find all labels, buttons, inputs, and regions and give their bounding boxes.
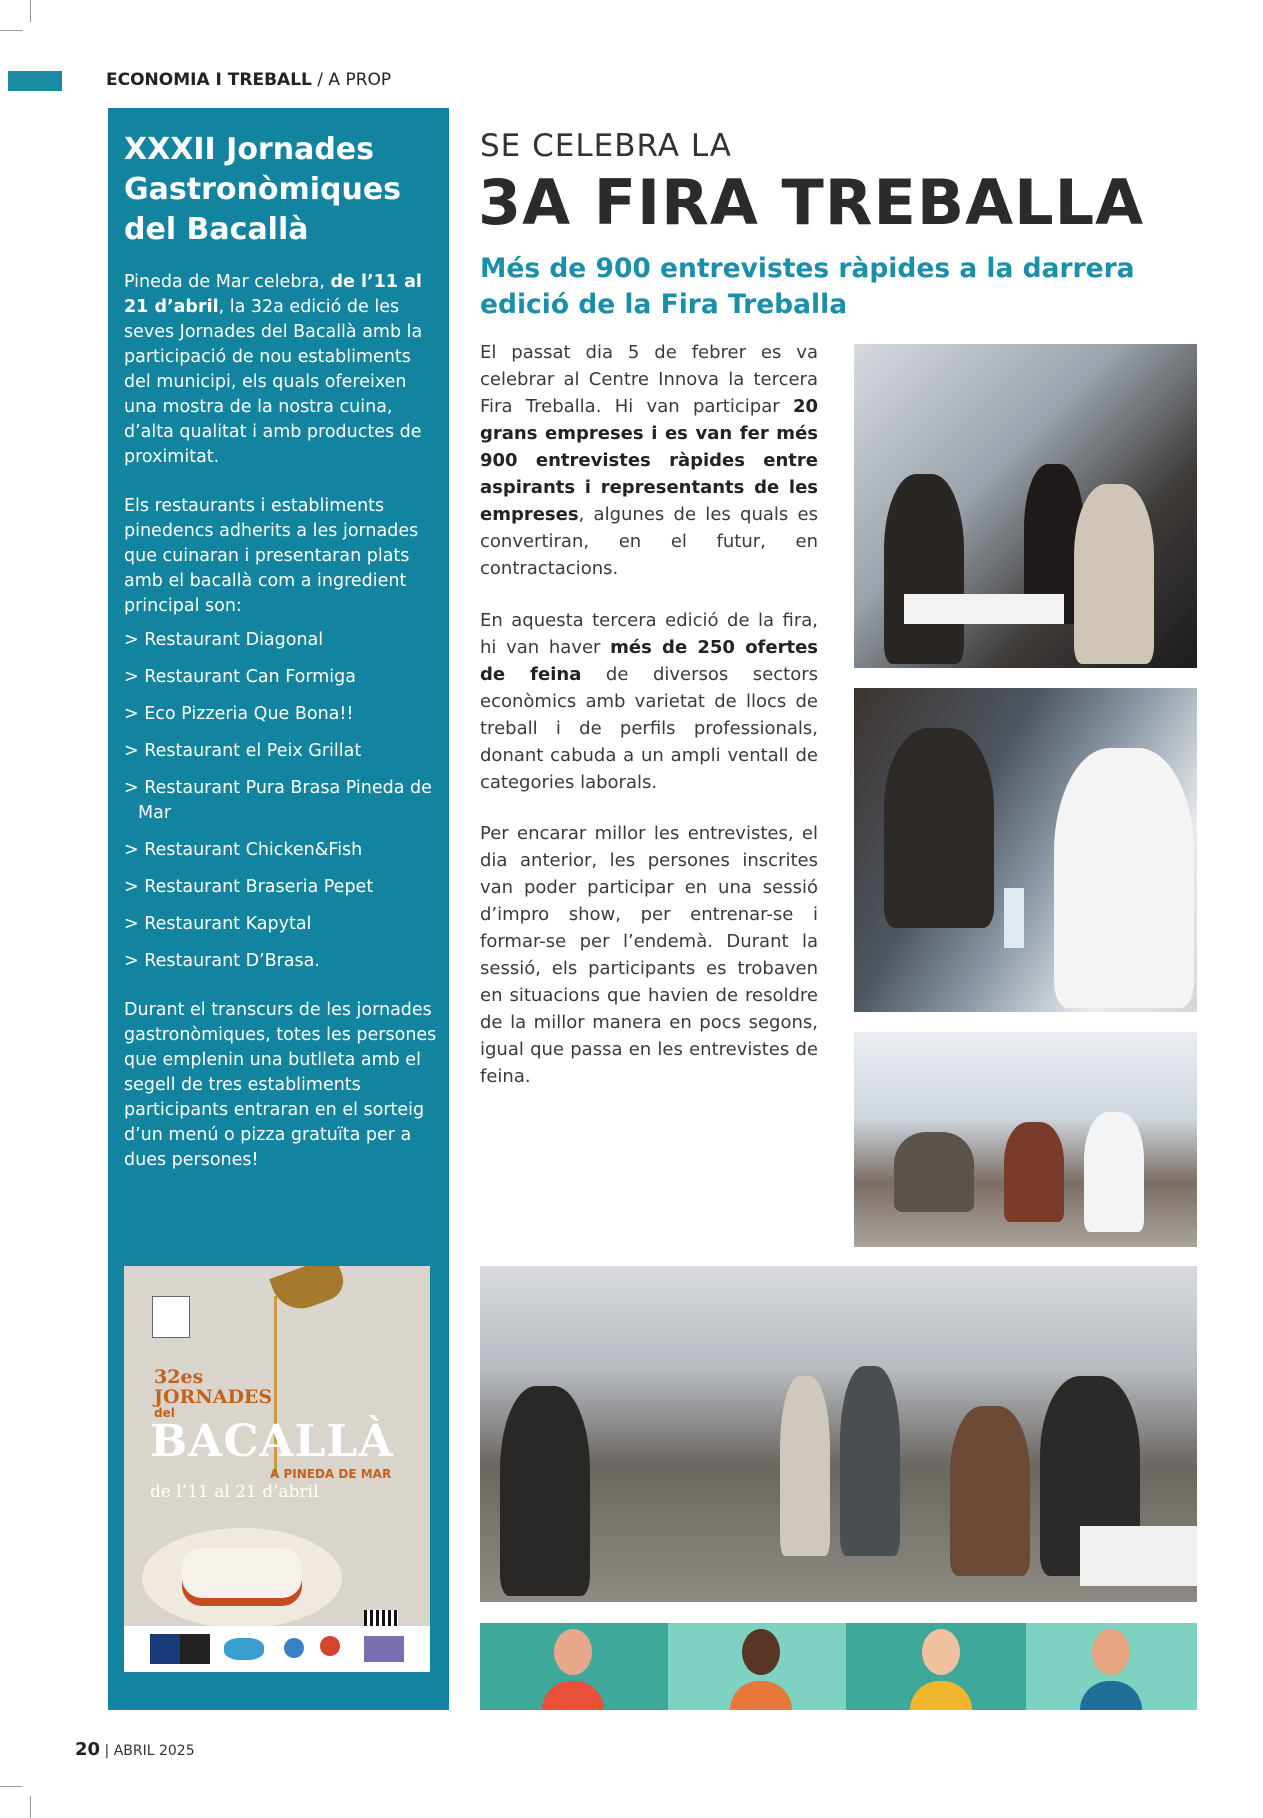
sidebar-intro [124,270,442,470]
paragraph-text: El passat dia 5 de febrer es va celebrar al Centre Innova la tercera Fira Treballa. Hi van participar [480,342,818,417]
page-number: 20 [75,1739,101,1760]
article-paragraph-2 [480,607,818,796]
list-item: > Eco Pizzeria Que Bona!! [124,704,354,724]
sidebar-closing: Durant el transcurs de les jornades gastronòmiques, totes les persones que emplenin una butlleta amb el segell de tres establiments participants entraran en el sorteig d’un menú o pizza gratuïta per a dues persones! [124,1000,437,1170]
footer-separator: | [104,1743,110,1759]
crop-mark [30,1796,31,1818]
poster-edition: 32es [154,1366,204,1388]
sidebar-list-intro: Els restaurants i establiments pinedencs adherits a les jornades que cuinaran i presentaran plats amb el bacallà com a ingredient principal son: [124,496,419,616]
paragraph-text: , algunes de les quals es convertiran, en el futur, en contractacions. [480,504,818,579]
section-name: ECONOMIA I TREBALL [106,70,312,90]
section-label [106,70,391,90]
list-item: > Restaurant Diagonal [124,630,324,650]
article-paragraph-1 [480,339,818,582]
section-color-tab [8,71,62,91]
article-subhead: Més de 900 entrevistes ràpides a la darrera edició de la Fira Treballa [480,253,1135,320]
person-illustration [1080,1629,1142,1710]
interview-photo-2 [854,688,1197,1012]
list-item: > Restaurant Chicken&Fish [124,840,363,860]
section-separator: / [317,70,323,90]
fair-room-photo [854,1032,1197,1247]
person-illustration [730,1629,792,1710]
subsection-name: A PROP [328,70,392,90]
list-item: > Restaurant D’Brasa. [124,951,320,971]
person-illustration [910,1629,972,1710]
issue-date: ABRIL 2025 [113,1743,195,1759]
list-item: > Restaurant Can Formiga [124,667,356,687]
restaurant-list [124,628,442,986]
crop-mark [0,30,22,31]
fork-logo-icon [152,1296,190,1338]
sidebar-intro-dates: de l’11 al 21 d’abril [124,272,422,317]
fair-wide-photo [480,1266,1197,1602]
poster-place: A PINEDA DE MAR [270,1467,392,1481]
poster-title: BACALLÀ [150,1416,394,1467]
interview-photo-1 [854,344,1197,668]
illustration-strip [480,1623,1197,1710]
oil-bottle-illustration [269,1266,348,1317]
paragraph-bold: més de 250 ofertes de feina [480,637,818,685]
crop-mark [0,1786,22,1787]
article-kicker: SE CELEBRA LA [480,128,733,164]
paragraph-bold: 20 grans empreses i es van fer més 900 entrevistes ràpides entre aspirants i representants de les empreses [480,396,818,525]
sidebar-box [108,108,449,1710]
poster-dates: de l’11 al 21 d’abril [150,1482,319,1502]
poster-jornades: JORNADES [154,1386,273,1408]
list-item: > Restaurant Braseria Pepet [124,877,374,897]
list-item: > Restaurant Pura Brasa Pineda de Mar [124,778,432,823]
sponsor-logos [124,1626,430,1672]
sidebar-intro-text: Pineda de Mar celebra, [124,272,331,292]
paragraph-text: En aquesta tercera edició de la fira, hi van haver [480,610,818,658]
sidebar-intro-text-end: , la 32a edició de les seves Jornades del Bacallà amb la participació de nou establiments del municipi, els quals ofereixen una mostra de la nostra cuina, d’alta qualitat i amb productes de proximitat. [124,297,423,467]
dish-photo [142,1528,342,1628]
list-item: > Restaurant el Peix Grillat [124,741,362,761]
crop-mark [30,0,31,22]
page-footer [75,1739,195,1760]
list-item: > Restaurant Kapytal [124,914,312,934]
sidebar-title: XXXII Jornades Gastronòmiques del Bacallà [124,132,402,247]
article-paragraph-3: Per encarar millor les entrevistes, el dia anterior, les persones inscrites van poder participar en una sessió d’impro show, per entrenar-se i formar-se per l’endemà. Durant la sessió, els participants es trobaven en situacions que havien de resoldre de la millor manera en pocs segons, igual que passa en les entrevistes de feina. [480,823,818,1087]
event-poster [124,1266,430,1672]
paragraph-text: de diversos sectors econòmics amb varietat de llocs de treball i de perfils professionals, donant cabuda a un ampli ventall de categories laborals. [480,664,819,793]
poster-del: del [154,1406,175,1420]
person-illustration [542,1629,604,1710]
article-headline: 3A FIRA TREBALLA [478,166,1145,239]
